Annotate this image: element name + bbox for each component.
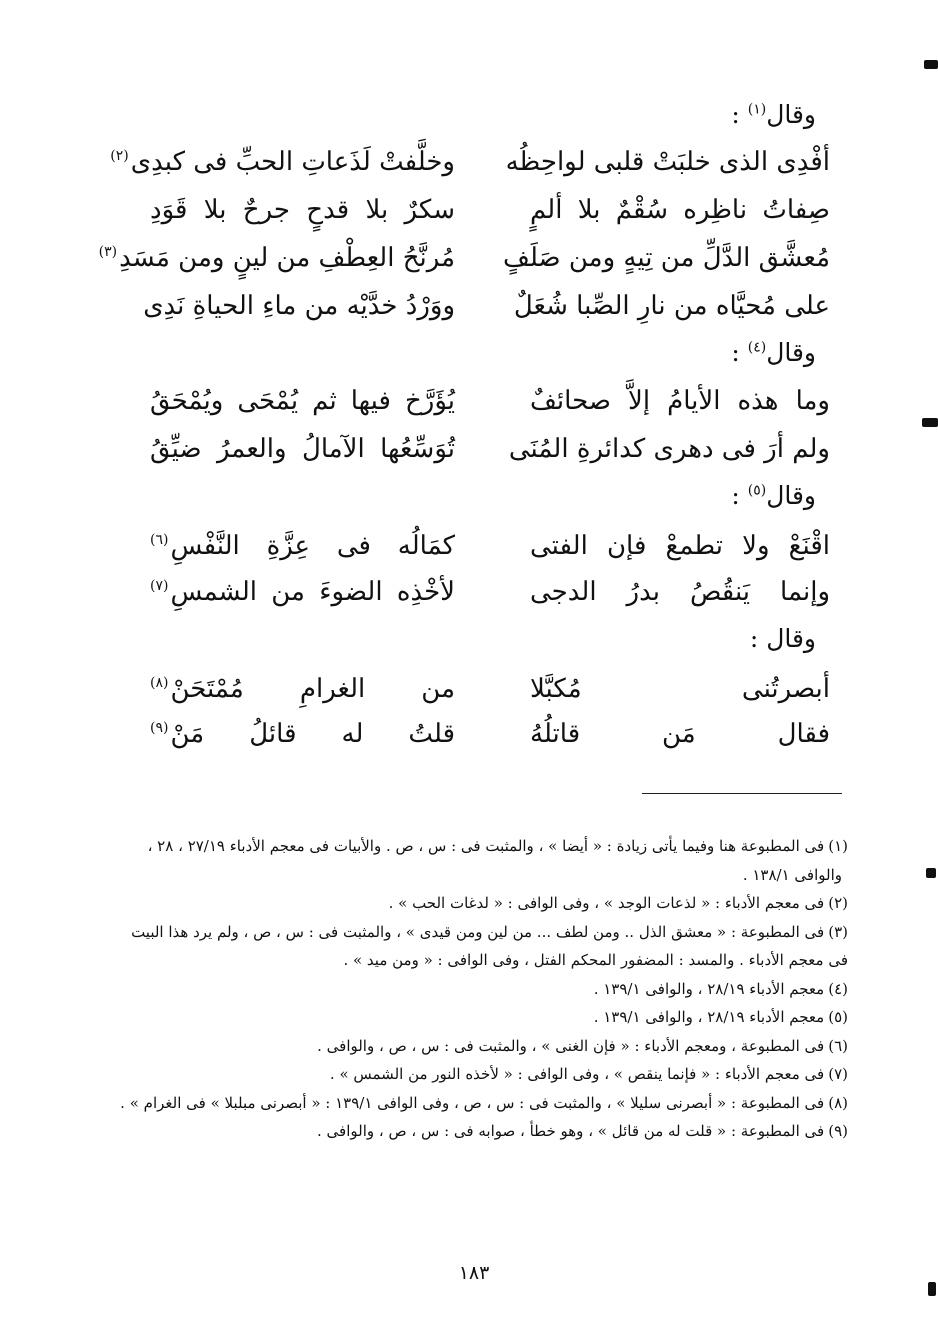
- hemistich-text: كمَالُه فى عِزَّةِ النَّفْسِ: [170, 531, 455, 561]
- verse-line: [150, 425, 830, 473]
- hemistich-text: ووَرْدُ خدَّيْه من ماءِ الحياةِ نَدِى: [143, 291, 455, 321]
- second-hemistich: [98, 243, 455, 273]
- first-hemistich: على مُحيَّاه من نارِ الصِّبا شُعَلٌ: [513, 291, 830, 321]
- footnote-number: (٩): [828, 1122, 848, 1140]
- intro-colon: :: [731, 338, 748, 367]
- footnote: [126, 975, 848, 1004]
- footnote-number: (٢): [828, 894, 848, 912]
- second-hemistich: [143, 291, 455, 321]
- footnote-text: فى المطبوعة : « قلت له من قائل » ، وهو خطأ ، صوابه فى : س ، ص ، والوافى .: [317, 1122, 825, 1140]
- second-hemistich: [150, 386, 455, 416]
- section-intro: [731, 479, 816, 513]
- footnote-number: (٦): [828, 1036, 848, 1055]
- footnote: [126, 1032, 848, 1061]
- footnote-text: فى المطبوعة : « أبصرنى سليلا » ، والمثبت فى : س ، ص ، وفى الوافى ١٣٩/١ : « أبصرنى مبلبلا » فى الغرام » .: [120, 1093, 825, 1112]
- footnote-divider: [642, 793, 842, 794]
- section-intro: [731, 98, 816, 132]
- hemistich-text: تُوَسِّعُها الآمالُ والعمرُ ضيِّقُ: [150, 434, 455, 464]
- first-hemistich: اقْنَعْ ولا تطمعْ فإن الفتى: [530, 531, 830, 561]
- footnote: [126, 918, 848, 947]
- footnote: [126, 832, 848, 861]
- first-hemistich: صِفاتُ ناظِره سُقْمٌ بلا ألمٍ: [530, 195, 830, 225]
- intro-colon: :: [731, 100, 748, 129]
- scan-edge-mark: [926, 868, 936, 878]
- footnote-text: فى معجم الأدباء . والمسد : المضفور المحكم الفتل ، وفى الوافى : « ومن ميد » .: [343, 951, 848, 969]
- footnote-continuation: [126, 946, 848, 975]
- verse-line: [150, 665, 830, 713]
- footnote-ref: (٥): [747, 482, 767, 499]
- first-hemistich: ولم أرَ فى دهرى كدائرةِ المُنَى: [508, 434, 830, 464]
- second-hemistich: [150, 577, 455, 607]
- footnote-text: فى معجم الأدباء : « لذعات الوجد » ، وفى الوافى : « لدغات الحب » .: [388, 894, 825, 912]
- intro-word: وقال: [766, 338, 816, 367]
- verse-line: [110, 138, 830, 186]
- footnote: [126, 889, 848, 918]
- footnote: [126, 1117, 848, 1146]
- footnote-ref: (١): [747, 101, 767, 118]
- hemistich-text: من الغرامِ مُمْتَحَنْ: [170, 674, 455, 704]
- hemistich-text: لأخْذِه الضوءَ من الشمسِ: [170, 577, 455, 607]
- first-hemistich: أفْدِى الذى خلبَتْ قلبى لواحِظُه: [505, 147, 830, 177]
- footnote-ref: (٧): [150, 578, 169, 595]
- verse-line: [150, 568, 830, 616]
- hemistich-text: قلتُ له قائلُ مَنْ: [170, 719, 455, 749]
- first-hemistich: وإنما يَنقُصُ بدرُ الدجى: [530, 577, 830, 607]
- intro-word: وقال: [766, 100, 816, 129]
- verse-line: [150, 186, 830, 234]
- footnote-number: (٧): [828, 1065, 848, 1083]
- footnote-text: فى المطبوعة ، ومعجم الأدباء : « فإن الغنى » ، والمثبت فى : س ، ص ، والوافى .: [317, 1036, 825, 1055]
- footnote-text: فى المطبوعة هنا وفيما يأتى زيادة : « أيضا » ، والمثبت فى : س ، ص . والأبيات فى معجم الأدباء ٢٧/١٩ ، ٢٨ ،: [147, 837, 825, 855]
- second-hemistich: [150, 674, 455, 704]
- footnote-ref: (٦): [150, 532, 169, 549]
- first-hemistich: وما هذه الأيامُ إلاَّ صحائفٌ: [530, 386, 830, 416]
- first-hemistich: مُعشَّق الدَّلِّ من تِيهٍ ومن صَلَفٍ: [503, 243, 830, 273]
- footnote-number: (٥): [828, 1008, 848, 1026]
- hemistich-text: وخلَّفتْ لَذَعاتِ الحبِّ فى كبدِى: [130, 147, 455, 177]
- verse-line: [150, 377, 830, 425]
- footnote-text: معجم الأدباء ٢٨/١٩ ، والوافى ١٣٩/١ .: [593, 1008, 825, 1026]
- footnote-continuation: [126, 861, 848, 890]
- section-intro: [731, 336, 816, 370]
- verse-line: [98, 234, 830, 282]
- footnote-text: فى المطبوعة : « معشق الذل .. ومن لطف ... من لين ومن قيدى » ، والمثبت فى : س ، ص ، ولم يرد هذا البيت: [131, 922, 825, 941]
- verse-line: [150, 522, 830, 570]
- first-hemistich: فقال مَن قاتلُهُ: [530, 719, 830, 749]
- footnotes: [120, 832, 848, 1146]
- footnote-ref: (٣): [98, 244, 118, 261]
- hemistich-text: يُؤَرَّخ فيها ثم يُمْحَى ويُمْحَقُ: [150, 386, 455, 416]
- second-hemistich: [150, 195, 455, 225]
- second-hemistich: [150, 531, 455, 561]
- footnote-number: (١): [828, 837, 848, 855]
- scan-edge-mark: [922, 418, 938, 427]
- hemistich-text: سكرٌ بلا قدحٍ جرحٌ بلا قَوَدِ: [150, 195, 455, 225]
- footnote-text: معجم الأدباء ٢٨/١٩ ، والوافى ١٣٩/١ .: [593, 979, 825, 998]
- footnote-text: والوافى ١٣٨/١ .: [742, 865, 842, 884]
- second-hemistich: [110, 147, 455, 177]
- footnote-text: فى معجم الأدباء : « فإنما ينقص » ، وفى الوافى : « لأخذه النور من الشمس » .: [329, 1065, 825, 1083]
- page-number: ١٨٣: [458, 1262, 490, 1284]
- second-hemistich: [150, 434, 455, 464]
- hemistich-text: مُرنَّحُ العِطْفِ من لينٍ ومن مَسَدِ: [119, 243, 455, 273]
- intro-word: وقال: [766, 624, 816, 653]
- footnote-ref: (٨): [150, 675, 169, 692]
- footnote-ref: (٩): [150, 720, 169, 737]
- scan-edge-mark: [928, 1282, 936, 1296]
- footnote: [126, 1060, 848, 1089]
- verse-line: [143, 282, 830, 330]
- first-hemistich: أبصرتُنى مُكبَّلا: [530, 674, 830, 704]
- verse-line: [150, 710, 830, 758]
- scan-edge-mark: [924, 60, 938, 69]
- second-hemistich: [150, 719, 455, 749]
- footnote: [120, 1089, 848, 1118]
- footnote: [126, 1003, 848, 1032]
- footnote-ref: (٢): [110, 148, 129, 165]
- footnote-number: (٤): [828, 979, 848, 998]
- footnote-ref: (٤): [747, 339, 767, 356]
- intro-colon: :: [731, 481, 748, 510]
- footnote-number: (٣): [828, 922, 848, 941]
- intro-colon: :: [749, 624, 767, 653]
- footnote-number: (٨): [828, 1093, 848, 1112]
- section-intro: [750, 622, 816, 656]
- intro-word: وقال: [766, 481, 816, 510]
